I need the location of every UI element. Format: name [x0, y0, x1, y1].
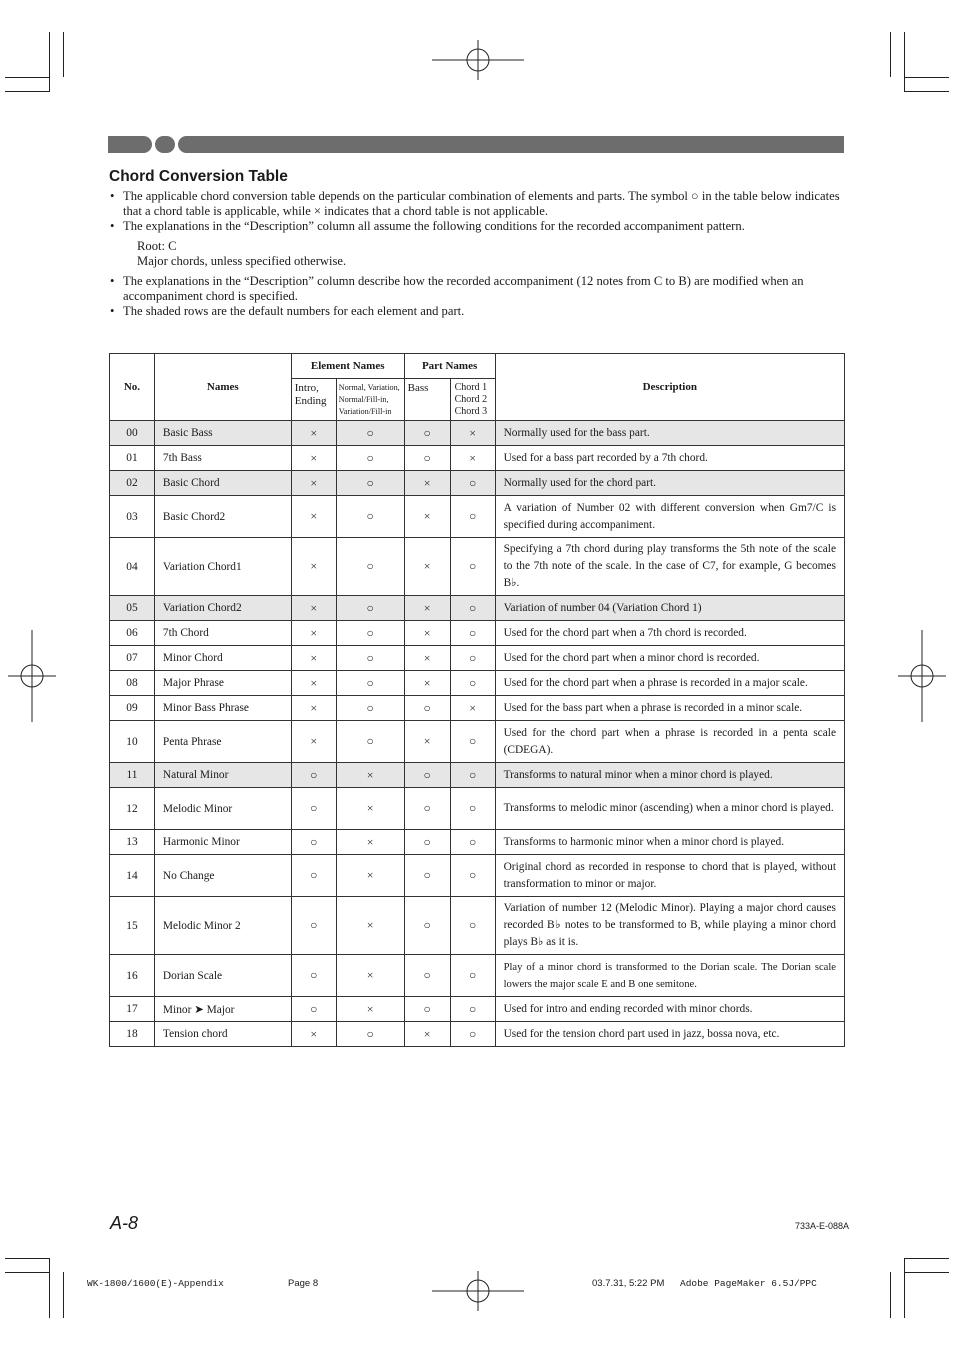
row-normal-mark: ×: [336, 763, 404, 788]
row-chord-mark: ×: [450, 696, 495, 721]
row-normal-mark: ×: [336, 955, 404, 997]
row-intro-mark: ○: [291, 763, 336, 788]
intro-bullet-2: • The explanations in the “Description” column all assume the following conditions for the recorded accompaniment pattern.: [109, 219, 849, 234]
table-row: [110, 596, 845, 621]
chord-conversion-table: [109, 353, 845, 1047]
row-chord-mark: ○: [450, 538, 495, 596]
row-name: Natural Minor: [154, 763, 291, 788]
page-title: Chord Conversion Table: [109, 168, 288, 185]
footer-app: Adobe PageMaker 6.5J/PPC: [680, 1278, 817, 1289]
row-name: Basic Chord2: [154, 496, 291, 538]
table-row: [110, 646, 845, 671]
row-chord-mark: ○: [450, 496, 495, 538]
row-normal-mark: ○: [336, 646, 404, 671]
row-normal-mark: ○: [336, 446, 404, 471]
row-name: Variation Chord1: [154, 538, 291, 596]
table-row: [110, 897, 845, 955]
intro-text: [109, 189, 849, 319]
row-name: Minor ➤ Major: [154, 997, 291, 1022]
row-normal-mark: ×: [336, 855, 404, 897]
row-bass-mark: ○: [404, 788, 450, 830]
row-no: 11: [110, 763, 155, 788]
table-row: [110, 671, 845, 696]
row-intro-mark: ×: [291, 621, 336, 646]
condition-root: Root: C: [137, 239, 177, 253]
footer-date: 03.7.31, 5:22 PM: [592, 1278, 665, 1289]
row-name: Dorian Scale: [154, 955, 291, 997]
row-description: Used for the chord part when a phrase is recorded in a penta scale (CDEGA).: [495, 721, 844, 763]
row-no: 12: [110, 788, 155, 830]
row-intro-mark: ×: [291, 421, 336, 446]
table-row: [110, 721, 845, 763]
row-name: Melodic Minor: [154, 788, 291, 830]
row-description: Used for a bass part recorded by a 7th chord.: [495, 446, 844, 471]
row-no: 01: [110, 446, 155, 471]
row-description: Normally used for the bass part.: [495, 421, 844, 446]
row-no: 13: [110, 830, 155, 855]
row-bass-mark: ○: [404, 955, 450, 997]
table-row: [110, 621, 845, 646]
row-intro-mark: ○: [291, 855, 336, 897]
row-description: Used for the bass part when a phrase is recorded in a minor scale.: [495, 696, 844, 721]
row-bass-mark: ○: [404, 830, 450, 855]
row-intro-mark: ×: [291, 646, 336, 671]
row-bass-mark: ×: [404, 471, 450, 496]
row-description: Normally used for the chord part.: [495, 471, 844, 496]
row-normal-mark: ○: [336, 471, 404, 496]
row-chord-mark: ○: [450, 788, 495, 830]
row-name: 7th Bass: [154, 446, 291, 471]
row-intro-mark: ×: [291, 596, 336, 621]
table-row: [110, 421, 845, 446]
row-bass-mark: ×: [404, 496, 450, 538]
row-chord-mark: ○: [450, 763, 495, 788]
footer-file: WK-1800/1600(E)-Appendix: [87, 1278, 224, 1289]
row-normal-mark: ×: [336, 830, 404, 855]
intro-bullet-3: • The explanations in the “Description” column describe how the recorded accompaniment (12 notes from C to B) are modified when an accompaniment chord is specified.: [109, 274, 849, 304]
row-description: Used for intro and ending recorded with minor chords.: [495, 997, 844, 1022]
header-normal-variation: Normal, Variation, Normal/Fill-in, Variation/Fill-in: [336, 379, 404, 421]
row-normal-mark: ○: [336, 1022, 404, 1047]
row-no: 15: [110, 897, 155, 955]
row-name: Variation Chord2: [154, 596, 291, 621]
row-description: Specifying a 7th chord during play transforms the 5th note of the scale to the 7th note of the scale. In the case of C7, for example, G becomes B♭.: [495, 538, 844, 596]
row-chord-mark: ○: [450, 621, 495, 646]
row-no: 16: [110, 955, 155, 997]
header-names: Names: [154, 354, 291, 421]
row-chord-mark: ○: [450, 855, 495, 897]
row-name: Melodic Minor 2: [154, 897, 291, 955]
header-chord-parts: Chord 1 Chord 2 Chord 3: [450, 379, 495, 421]
header-no: No.: [110, 354, 155, 421]
row-chord-mark: ○: [450, 721, 495, 763]
row-bass-mark: ○: [404, 446, 450, 471]
header-bass: Bass: [404, 379, 450, 421]
row-name: Basic Bass: [154, 421, 291, 446]
row-intro-mark: ×: [291, 721, 336, 763]
row-bass-mark: ○: [404, 855, 450, 897]
row-chord-mark: ○: [450, 830, 495, 855]
row-description: Variation of number 04 (Variation Chord 1): [495, 596, 844, 621]
row-name: Tension chord: [154, 1022, 291, 1047]
row-bass-mark: ×: [404, 671, 450, 696]
header-element-names: Element Names: [291, 354, 404, 379]
footer-page: Page 8: [288, 1278, 319, 1289]
registration-mark-top: [432, 40, 524, 80]
row-description: Variation of number 12 (Melodic Minor). Playing a major chord causes recorded B♭ notes to be transformed to B, while playing a minor chord plays B♭ as it is.: [495, 897, 844, 955]
conditions: [109, 239, 849, 269]
row-normal-mark: ×: [336, 997, 404, 1022]
registration-mark-left: [8, 630, 56, 722]
row-intro-mark: ○: [291, 788, 336, 830]
table-row: [110, 538, 845, 596]
row-no: 05: [110, 596, 155, 621]
row-no: 06: [110, 621, 155, 646]
row-name: No Change: [154, 855, 291, 897]
row-bass-mark: ×: [404, 538, 450, 596]
row-normal-mark: ○: [336, 421, 404, 446]
row-description: A variation of Number 02 with different conversion when Gm7/C is specified during accompaniment.: [495, 496, 844, 538]
row-chord-mark: ○: [450, 471, 495, 496]
row-chord-mark: ○: [450, 671, 495, 696]
row-description: Used for the chord part when a phrase is recorded in a major scale.: [495, 671, 844, 696]
intro-bullet-4: • The shaded rows are the default numbers for each element and part.: [109, 304, 849, 319]
row-description: Original chord as recorded in response to chord that is played, without transformation to minor or major.: [495, 855, 844, 897]
table-row: [110, 955, 845, 997]
row-no: 14: [110, 855, 155, 897]
row-intro-mark: ×: [291, 671, 336, 696]
row-chord-mark: ○: [450, 596, 495, 621]
row-bass-mark: ○: [404, 763, 450, 788]
table-row: [110, 997, 845, 1022]
row-chord-mark: ×: [450, 446, 495, 471]
intro-bullet-1: • The applicable chord conversion table depends on the particular combination of elements and parts. The symbol ○ in the table below indicates that a chord table is applicable, while × indicates that a chord table is not applicable.: [109, 189, 849, 219]
row-intro-mark: ×: [291, 538, 336, 596]
row-chord-mark: ○: [450, 955, 495, 997]
row-description: Transforms to harmonic minor when a minor chord is played.: [495, 830, 844, 855]
row-normal-mark: ○: [336, 621, 404, 646]
row-intro-mark: ×: [291, 446, 336, 471]
row-description: Transforms to natural minor when a minor chord is played.: [495, 763, 844, 788]
row-description: Used for the chord part when a 7th chord is recorded.: [495, 621, 844, 646]
row-bass-mark: ○: [404, 997, 450, 1022]
row-no: 00: [110, 421, 155, 446]
row-name: Minor Chord: [154, 646, 291, 671]
row-name: Minor Bass Phrase: [154, 696, 291, 721]
page-number: A-8: [110, 1213, 139, 1233]
row-chord-mark: ○: [450, 997, 495, 1022]
row-no: 07: [110, 646, 155, 671]
row-normal-mark: ○: [336, 671, 404, 696]
row-bass-mark: ×: [404, 646, 450, 671]
table-row: [110, 471, 845, 496]
table-row: [110, 855, 845, 897]
registration-mark-bottom: [432, 1271, 524, 1311]
table-row: [110, 788, 845, 830]
table-row: [110, 763, 845, 788]
row-intro-mark: ×: [291, 696, 336, 721]
row-normal-mark: ×: [336, 788, 404, 830]
row-bass-mark: ×: [404, 1022, 450, 1047]
row-name: Basic Chord: [154, 471, 291, 496]
table-row: [110, 1022, 845, 1047]
row-no: 10: [110, 721, 155, 763]
row-chord-mark: ○: [450, 1022, 495, 1047]
row-intro-mark: ○: [291, 897, 336, 955]
row-intro-mark: ○: [291, 997, 336, 1022]
table-row: [110, 446, 845, 471]
header-band: [108, 136, 844, 153]
row-normal-mark: ○: [336, 596, 404, 621]
row-chord-mark: ○: [450, 897, 495, 955]
document-code: 733A-E-088A: [795, 1221, 850, 1231]
row-bass-mark: ○: [404, 897, 450, 955]
row-description: Transforms to melodic minor (ascending) when a minor chord is played.: [495, 788, 844, 830]
row-bass-mark: ×: [404, 596, 450, 621]
condition-chords: Major chords, unless specified otherwise.: [137, 254, 347, 268]
row-no: 02: [110, 471, 155, 496]
table-row: [110, 830, 845, 855]
header-description: Description: [495, 354, 844, 421]
row-normal-mark: ×: [336, 897, 404, 955]
row-bass-mark: ○: [404, 696, 450, 721]
row-normal-mark: ○: [336, 721, 404, 763]
registration-mark-right: [898, 630, 946, 722]
row-no: 03: [110, 496, 155, 538]
table-row: [110, 696, 845, 721]
row-no: 04: [110, 538, 155, 596]
row-bass-mark: ○: [404, 421, 450, 446]
table-row: [110, 496, 845, 538]
row-bass-mark: ×: [404, 621, 450, 646]
header-part-names: Part Names: [404, 354, 495, 379]
row-name: Major Phrase: [154, 671, 291, 696]
row-no: 08: [110, 671, 155, 696]
row-normal-mark: ○: [336, 496, 404, 538]
row-no: 18: [110, 1022, 155, 1047]
row-normal-mark: ○: [336, 696, 404, 721]
row-chord-mark: ○: [450, 646, 495, 671]
row-name: 7th Chord: [154, 621, 291, 646]
row-bass-mark: ×: [404, 721, 450, 763]
row-chord-mark: ×: [450, 421, 495, 446]
row-intro-mark: ○: [291, 830, 336, 855]
row-description: Play of a minor chord is transformed to the Dorian scale. The Dorian scale lowers the major scale E and B one semitone.: [495, 955, 844, 997]
row-intro-mark: ×: [291, 471, 336, 496]
row-name: Harmonic Minor: [154, 830, 291, 855]
row-description: Used for the tension chord part used in jazz, bossa nova, etc.: [495, 1022, 844, 1047]
row-intro-mark: ○: [291, 955, 336, 997]
row-normal-mark: ○: [336, 538, 404, 596]
row-description: Used for the chord part when a minor chord is recorded.: [495, 646, 844, 671]
row-no: 09: [110, 696, 155, 721]
row-name: Penta Phrase: [154, 721, 291, 763]
header-intro-ending: Intro, Ending: [291, 379, 336, 421]
row-intro-mark: ×: [291, 1022, 336, 1047]
row-intro-mark: ×: [291, 496, 336, 538]
row-no: 17: [110, 997, 155, 1022]
